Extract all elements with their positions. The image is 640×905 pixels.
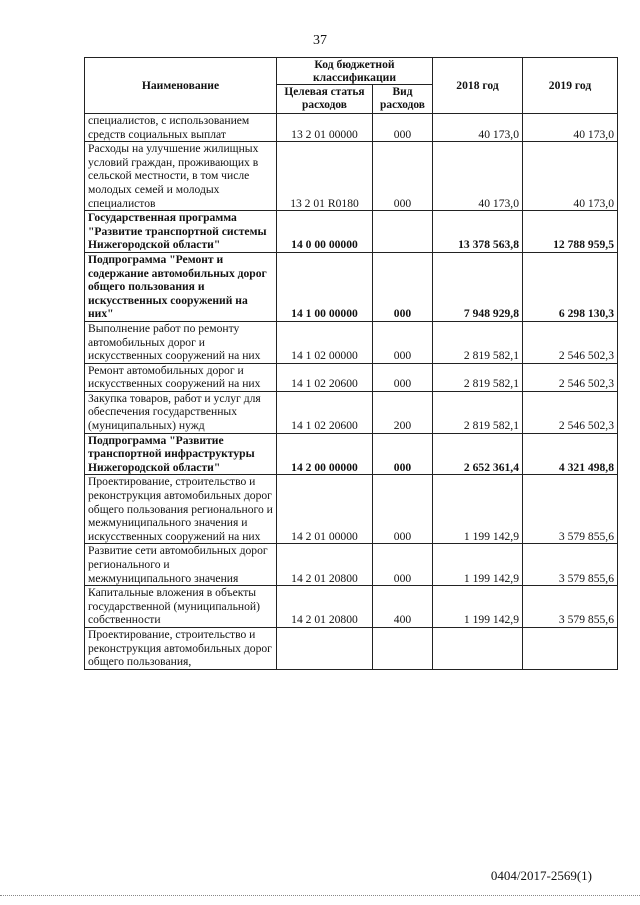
row-target-article-cell: [277, 627, 373, 669]
row-name-cell: Подпрограмма "Развитие транспортной инфраструктуры Нижегородской области": [85, 433, 277, 475]
row-expense-type-cell: 200: [373, 391, 433, 433]
table-row: [85, 544, 618, 586]
scan-edge-divider: [0, 895, 640, 896]
row-value-2018-cell: 40 173,0: [433, 142, 523, 211]
table-row: [85, 321, 618, 363]
row-value-2018-cell: 1 199 142,9: [433, 544, 523, 586]
header-name: Наименование: [85, 58, 277, 114]
row-value-2018-cell: 7 948 929,8: [433, 252, 523, 321]
row-value-2019-cell: 40 173,0: [523, 114, 618, 142]
table-row: [85, 433, 618, 475]
row-value-2018-cell: 2 819 582,1: [433, 391, 523, 433]
row-expense-type-cell: 000: [373, 252, 433, 321]
row-expense-type-cell: 400: [373, 586, 433, 628]
row-value-2018-cell: 2 819 582,1: [433, 363, 523, 391]
row-expense-type-cell: 000: [373, 544, 433, 586]
row-name-cell: Развитие сети автомобильных дорог регионального и межмуниципального значения: [85, 544, 277, 586]
row-value-2019-cell: 6 298 130,3: [523, 252, 618, 321]
row-target-article-cell: 13 2 01 R0180: [277, 142, 373, 211]
header-target-article: Целевая статья расходов: [277, 85, 373, 114]
row-value-2019-cell: [523, 627, 618, 669]
row-value-2019-cell: 4 321 498,8: [523, 433, 618, 475]
row-expense-type-cell: [373, 211, 433, 253]
row-name-cell: Ремонт автомобильных дорог и искусственных сооружений на них: [85, 363, 277, 391]
table-row: [85, 627, 618, 669]
table-row: [85, 586, 618, 628]
row-value-2019-cell: 40 173,0: [523, 142, 618, 211]
row-value-2018-cell: 1 199 142,9: [433, 475, 523, 544]
header-code-group: Код бюджетной классификации: [277, 58, 433, 85]
header-year-2018: 2018 год: [433, 58, 523, 114]
row-name-cell: Государственная программа "Развитие транспортной системы Нижегородской области": [85, 211, 277, 253]
table-row: [85, 252, 618, 321]
page-number: 37: [313, 33, 327, 48]
row-expense-type-cell: 000: [373, 142, 433, 211]
row-value-2019-cell: 3 579 855,6: [523, 586, 618, 628]
row-expense-type-cell: 000: [373, 475, 433, 544]
row-value-2019-cell: 12 788 959,5: [523, 211, 618, 253]
row-target-article-cell: 14 2 01 00000: [277, 475, 373, 544]
row-expense-type-cell: [373, 627, 433, 669]
row-target-article-cell: 14 1 02 00000: [277, 321, 373, 363]
row-target-article-cell: 14 1 02 20600: [277, 363, 373, 391]
row-value-2018-cell: [433, 627, 523, 669]
row-name-cell: Проектирование, строительство и реконструкция автомобильных дорог общего пользования регионального и межмуниципального значения и искусственных сооружений на них: [85, 475, 277, 544]
row-value-2019-cell: 2 546 502,3: [523, 321, 618, 363]
budget-table: [84, 57, 618, 670]
table-row: [85, 211, 618, 253]
table-header: [85, 58, 618, 114]
row-target-article-cell: 13 2 01 00000: [277, 114, 373, 142]
table-row: [85, 391, 618, 433]
table-row: [85, 363, 618, 391]
row-target-article-cell: 14 2 00 00000: [277, 433, 373, 475]
row-target-article-cell: 14 2 01 20800: [277, 544, 373, 586]
header-expense-type: Вид расходов: [373, 85, 433, 114]
row-value-2018-cell: 2 652 361,4: [433, 433, 523, 475]
table-row: [85, 142, 618, 211]
row-value-2019-cell: 2 546 502,3: [523, 391, 618, 433]
row-value-2018-cell: 13 378 563,8: [433, 211, 523, 253]
row-value-2018-cell: 2 819 582,1: [433, 321, 523, 363]
row-name-cell: Подпрограмма "Ремонт и содержание автомобильных дорог общего пользования и искусственных сооружений на них": [85, 252, 277, 321]
row-value-2019-cell: 3 579 855,6: [523, 544, 618, 586]
row-target-article-cell: 14 1 02 20600: [277, 391, 373, 433]
document-code: 0404/2017-2569(1): [490, 868, 592, 883]
row-target-article-cell: 14 1 00 00000: [277, 252, 373, 321]
row-value-2019-cell: 3 579 855,6: [523, 475, 618, 544]
row-target-article-cell: 14 0 00 00000: [277, 211, 373, 253]
row-name-cell: Закупка товаров, работ и услуг для обеспечения государственных (муниципальных) нужд: [85, 391, 277, 433]
row-expense-type-cell: 000: [373, 321, 433, 363]
row-name-cell: Проектирование, строительство и реконструкция автомобильных дорог общего пользования,: [85, 627, 277, 669]
row-expense-type-cell: 000: [373, 433, 433, 475]
header-year-2019: 2019 год: [523, 58, 618, 114]
row-value-2018-cell: 1 199 142,9: [433, 586, 523, 628]
table-row: [85, 114, 618, 142]
table-body: [85, 114, 618, 670]
row-expense-type-cell: 000: [373, 363, 433, 391]
row-value-2018-cell: 40 173,0: [433, 114, 523, 142]
row-name-cell: Выполнение работ по ремонту автомобильных дорог и искусственных сооружений на них: [85, 321, 277, 363]
row-name-cell: Капитальные вложения в объекты государственной (муниципальной) собственности: [85, 586, 277, 628]
row-target-article-cell: 14 2 01 20800: [277, 586, 373, 628]
row-expense-type-cell: 000: [373, 114, 433, 142]
table-row: [85, 475, 618, 544]
row-name-cell: Расходы на улучшение жилищных условий граждан, проживающих в сельской местности, в том числе молодых семей и молодых специалистов: [85, 142, 277, 211]
row-value-2019-cell: 2 546 502,3: [523, 363, 618, 391]
row-name-cell: специалистов, с использованием средств социальных выплат: [85, 114, 277, 142]
